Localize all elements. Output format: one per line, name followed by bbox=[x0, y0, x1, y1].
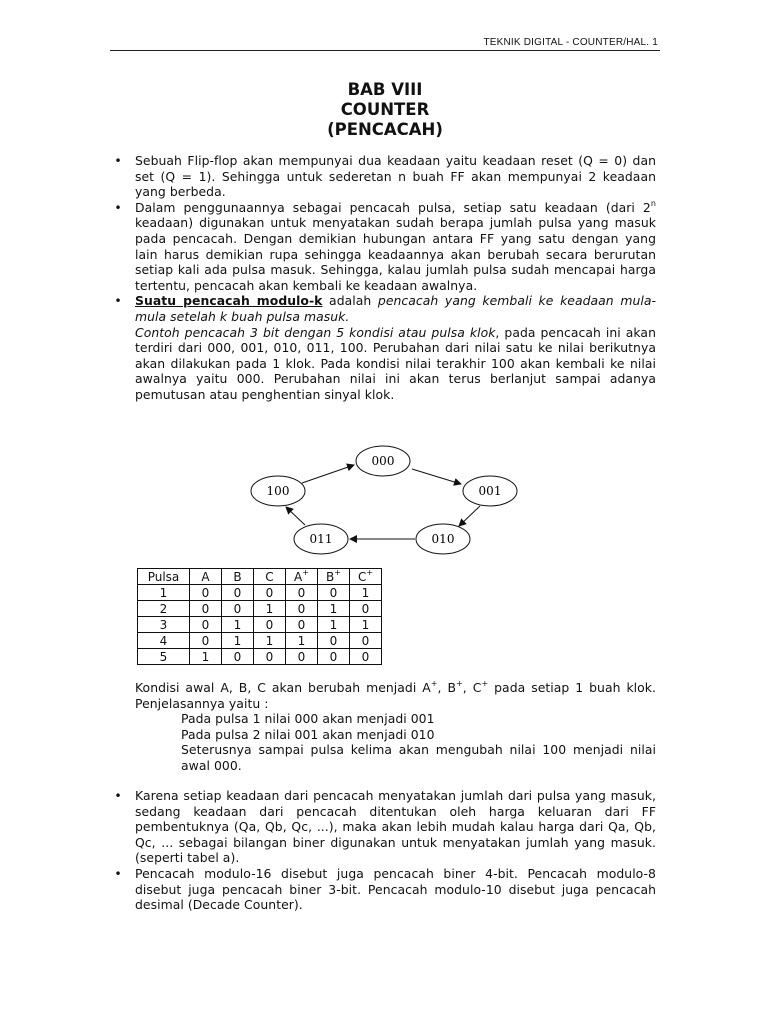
closing-section bbox=[113, 788, 656, 913]
chapter-name: COUNTER bbox=[340, 100, 430, 119]
example-lead: Contoh pencacah 3 bit dengan 5 kondisi atau pulsa klok bbox=[135, 324, 496, 340]
running-header: TEKNIK DIGITAL - COUNTER/HAL. 1 bbox=[483, 37, 658, 48]
table-row: 1 0 0 0 0 0 1 bbox=[138, 585, 382, 601]
table-row: 4 0 1 1 1 0 0 bbox=[138, 633, 382, 649]
bullet-icon: • bbox=[114, 153, 122, 168]
arrow-100-to-000 bbox=[302, 465, 354, 483]
chapter-subtitle: (PENCACAH) bbox=[327, 120, 443, 139]
explanation-line-1: Pada pulsa 1 nilai 000 akan menjadi 001 bbox=[181, 711, 435, 727]
arrow-001-to-010 bbox=[459, 506, 480, 526]
col-a: A bbox=[190, 569, 222, 585]
truth-table bbox=[137, 568, 382, 665]
explanation-section bbox=[135, 680, 656, 774]
col-c: C bbox=[254, 569, 286, 585]
explanation-intro: Kondisi awal A, B, C akan berubah menjadi A+, B+, C+ pada setiap 1 buah klok. Penjelasannya yaitu : bbox=[135, 678, 657, 711]
state-001-label: 001 bbox=[478, 484, 502, 498]
state-010-label: 010 bbox=[431, 532, 455, 546]
header-rule bbox=[110, 50, 660, 51]
state-diagram bbox=[230, 440, 530, 558]
table-header-row bbox=[138, 569, 382, 585]
bullet-modulo-k: • Suatu pencacah modulo-k adalah pencacah yang kembali ke keadaan mula-mula setelah k buah pulsa masuk. Contoh pencacah 3 bit dengan 5 kondisi atau pulsa klok, pada pencacah ini akan terdiri dari 000, 001, 010, 011, 100. Perubahan dari nilai satu ke nilai berikutnya akan dilakukan pada 1 klok. Pada kondisi nilai terakhir 100 akan kembali ke nilai awalnya yaitu 000. Perubahan nilai ini akan terus berlanjut sampai adanya pemutusan atau penghentian sinyal klok. bbox=[114, 293, 656, 402]
state-100-label: 100 bbox=[266, 484, 290, 498]
intro-section bbox=[113, 153, 656, 403]
bullet-icon: • bbox=[114, 293, 122, 309]
arrow-000-to-001 bbox=[412, 469, 461, 484]
explanation-line-2: Pada pulsa 2 nilai 001 akan menjadi 010 bbox=[181, 726, 435, 742]
table-row: 5 1 0 0 0 0 0 bbox=[138, 649, 382, 665]
bullet-modulo-types: • Pencacah modulo-16 disebut juga pencacah biner 4-bit. Pencacah modulo-8 disebut juga pencacah biner 3-bit. Pencacah modulo-10 disebut juga pencacah desimal (Decade Counter). bbox=[114, 865, 656, 913]
col-b: B bbox=[222, 569, 254, 585]
chapter-number: BAB VIII bbox=[347, 80, 423, 99]
explanation-line-3: Seterusnya sampai pulsa kelima akan mengubah nilai 100 menjadi nilai awal 000. bbox=[181, 742, 656, 773]
col-pulsa: Pulsa bbox=[138, 569, 190, 585]
bullet-icon: • bbox=[114, 865, 122, 881]
bullet-usage: • Dalam penggunaannya sebagai pencacah pulsa, setiap satu keadaan (dari 2$^n$ keadaan) digunakan untuk menyatakan sudah berapa jumlah pulsa yang masuk pada pencacah. Dengan demikian hubungan antara FF yang satu dengan yang lain harus demikian rupa sehingga keadaannya akan berubah secara berurutan setiap kali ada pulsa masuk. Sehingga, kalau jumlah pulsa sudah mencapai harga tertentu, pencacah akan kembali ke keadaan awalnya. bbox=[114, 198, 656, 293]
col-b-next: B+ bbox=[318, 569, 350, 585]
bullet-binary-values: • Karena setiap keadaan dari pencacah menyatakan jumlah dari pulsa yang masuk, sedang keadaan dari pencacah ditentukan oleh harga keluaran dari FF pembentuknya (Qa, Qb, Qc, ...), maka akan lebih mudah kalau harga dari Qa, Qb, Qc, ... sebagai bilangan biner digunakan untuk menyatakan jumlah yang masuk. (seperti tabel a). bbox=[114, 788, 656, 866]
table-row: 2 0 0 1 0 1 0 bbox=[138, 601, 382, 617]
arrow-011-to-100 bbox=[286, 507, 305, 525]
col-a-next: A+ bbox=[286, 569, 318, 585]
col-c-next: C+ bbox=[350, 569, 382, 585]
bullet-flipflop: • Sebuah Flip-flop akan mempunyai dua keadaan yaitu keadaan reset (Q = 0) dan set (Q = 1). Sehingga untuk sederetan n buah FF akan mempunyai 2 keadaan yang berbeda. bbox=[114, 153, 656, 200]
term-modulo-k: Suatu pencacah modulo-k bbox=[135, 293, 323, 309]
state-011-label: 011 bbox=[309, 532, 333, 546]
bullet-icon: • bbox=[114, 788, 122, 803]
state-000-label: 000 bbox=[371, 454, 395, 468]
bullet-icon: • bbox=[114, 199, 122, 215]
chapter-title bbox=[110, 80, 660, 140]
table-row: 3 0 1 0 0 1 1 bbox=[138, 617, 382, 633]
definition-modulo-k: pencacah yang kembali ke keadaan mula-mula setelah k buah pulsa masuk. bbox=[135, 293, 656, 324]
